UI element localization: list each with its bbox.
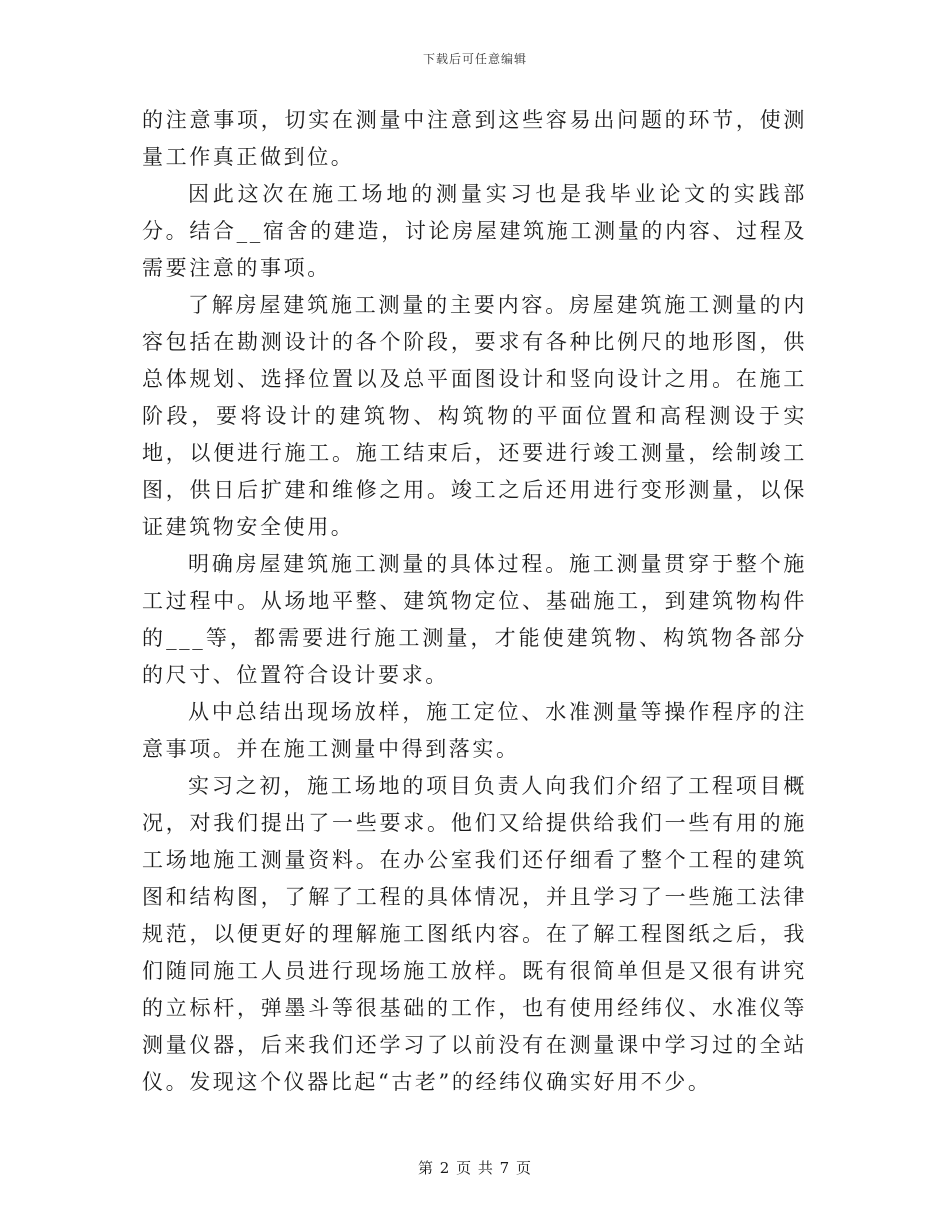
document-body: [142, 102, 807, 1101]
paragraph-summary: 从中总结出现场放样，施工定位、水准测量等操作程序的注意事项。并在施工测量中得到落实。: [142, 700, 807, 761]
paragraph-survey-content: 了解房屋建筑施工测量的主要内容。房屋建筑施工测量的内容包括在勘测设计的各个阶段，要求有各种比例尺的地形图，供总体规划、选择位置以及总平面图设计和竖向设计之用。在施工阶段，要将设计的建筑物、构筑物的平面位置和高程测设于实地，以便进行施工。施工结束后，还要进行竣工测量，绘制竣工图，供日后扩建和维修之用。竣工之后还用进行变形测量，以保证建筑物安全使用。: [142, 293, 807, 539]
page-number: 第 2 页 共 7 页: [418, 1159, 532, 1177]
paragraph-internship-start: 实习之初，施工场地的项目负责人向我们介绍了工程项目概况，对我们提出了一些要求。他们又给提供给我们一些有用的施工场地施工测量资料。在办公室我们还仔细看了整个工程的建筑图和结构图，了解了工程的具体情况，并且学习了一些施工法律规范，以便更好的理解施工图纸内容。在了解工程图纸之后，我们随同施工人员进行现场施工放样。既有很简单但是又很有讲究的立标杆，弹墨斗等很基础的工作，也有使用经纬仪、水准仪等测量仪器，后来我们还学习了以前没有在测量课中学习过的全站仪。发现这个仪器比起“古老”的经纬仪确实好用不少。: [142, 774, 807, 1094]
paragraph-practice-purpose: 因此这次在施工场地的测量实习也是我毕业论文的实践部分。结合__宿舍的建造，讨论房屋建筑施工测量的内容、过程及需要注意的事项。: [142, 182, 807, 280]
page-header: 下载后可任意编辑: [422, 52, 527, 66]
paragraph-survey-process: 明确房屋建筑施工测量的具体过程。施工测量贯穿于整个施工过程中。从场地平整、建筑物定位、基础施工，到建筑物构件的___等，都需要进行施工测量，才能使建筑物、构筑物各部分的尺寸、位置符合设计要求。: [142, 552, 807, 687]
paragraph-continuation: 的注意事项，切实在测量中注意到这些容易出问题的环节，使测量工作真正做到位。: [142, 108, 807, 169]
